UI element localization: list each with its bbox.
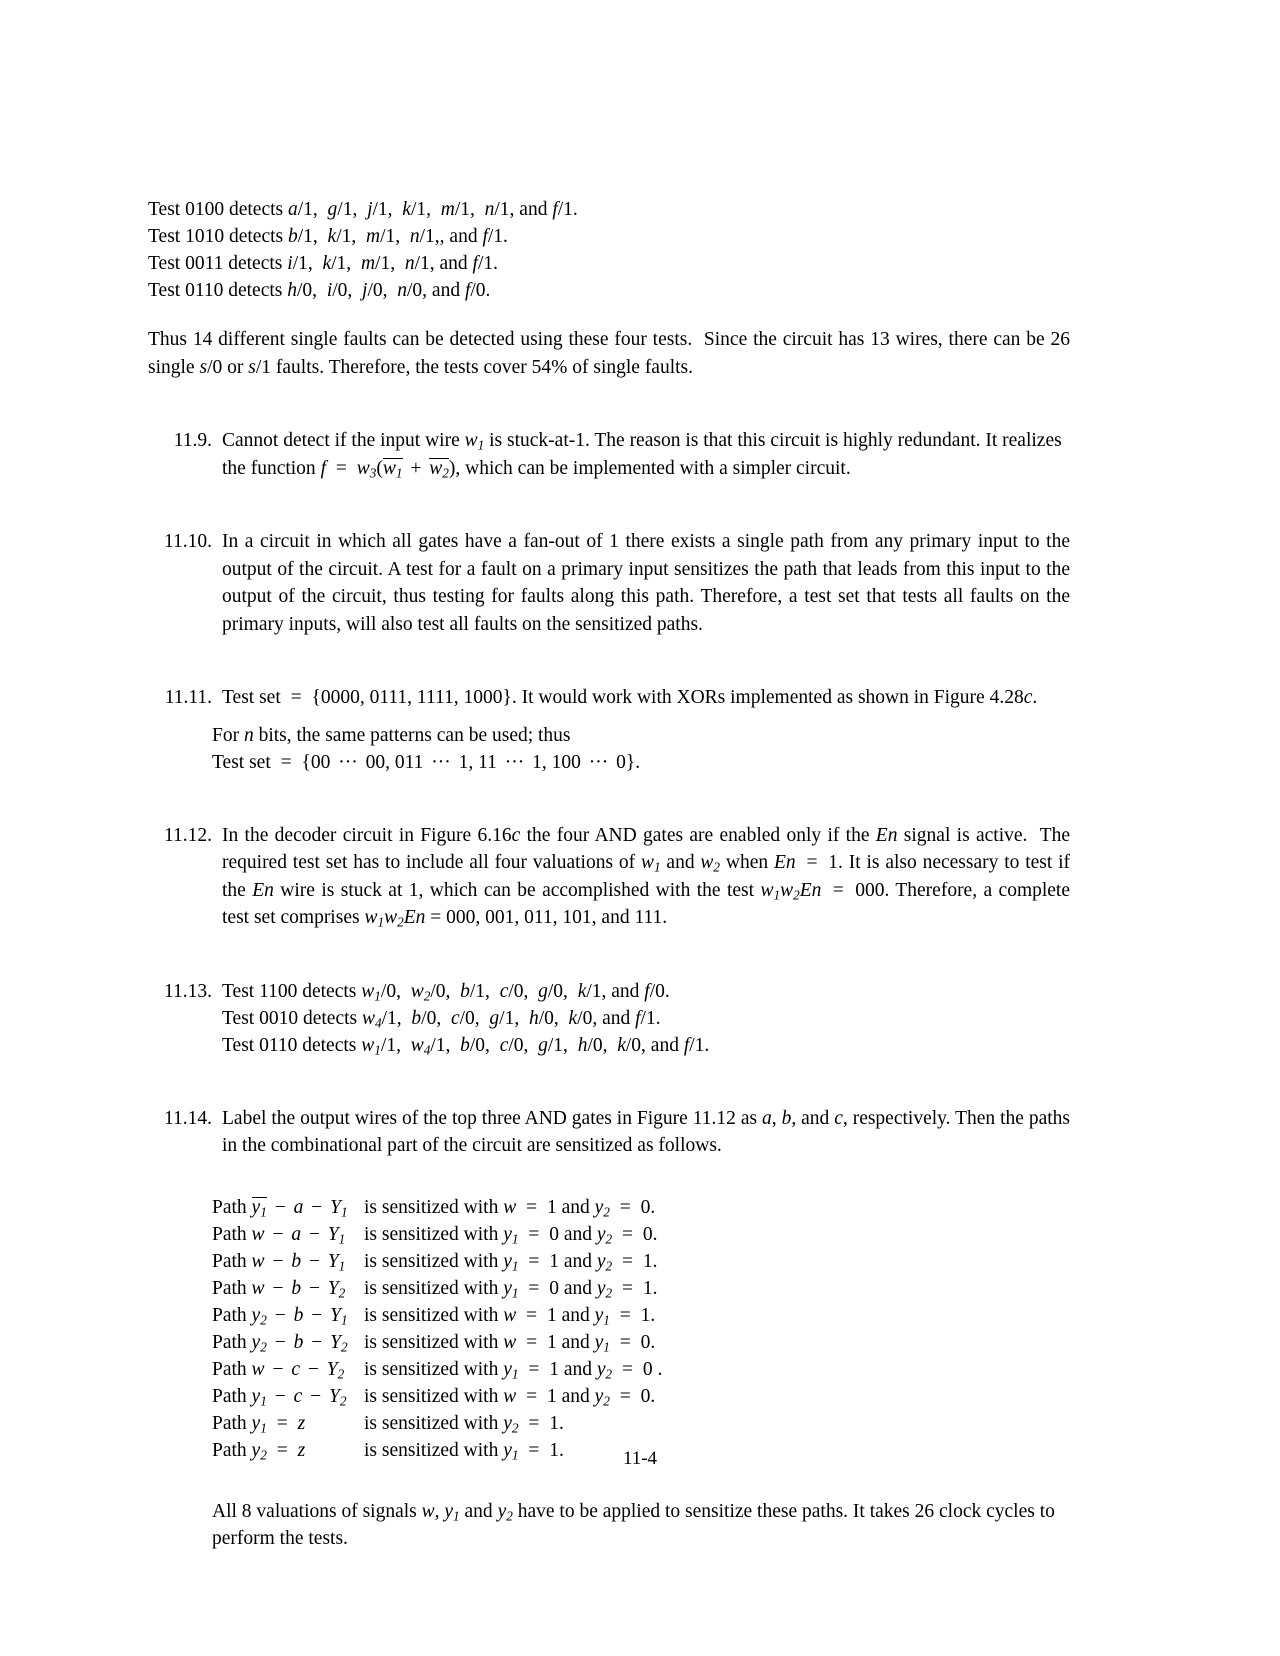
path-expression: Path $y_2 - b - Y_1$ xyxy=(212,1304,348,1328)
problem-number: 11.9. xyxy=(173,430,212,451)
problem-number: 11.10. xyxy=(163,531,212,552)
path-row xyxy=(212,1275,1070,1302)
page-content xyxy=(148,196,1070,1553)
problem-text: Test set = {0000, 0111, 1111, 1000}. It would work with XORs implemented as shown in Figure 4.28c. xyxy=(222,687,1038,708)
path-condition: is sensitized with $y_1 = 1$ and $y_2 = 1$. xyxy=(364,1250,658,1274)
problem-11-14 xyxy=(148,1105,1070,1160)
path-condition: is sensitized with $y_1 = 0$ and $y_2 = 0$. xyxy=(364,1223,658,1247)
path-row xyxy=(212,1356,1070,1383)
path-expression: Path $w - a - Y_1$ xyxy=(212,1223,346,1247)
list-item: Test 1010 detects b/1, k/1, m/1, n/1,, and f/1. xyxy=(148,226,508,247)
page-number: 11-4 xyxy=(622,1448,658,1469)
list-item: Test 0010 detects $w_4/1$, b/0, c/0, g/1, h/0, k/0, and f/1. xyxy=(222,1007,661,1031)
path-row xyxy=(212,1194,1070,1221)
path-row xyxy=(212,1248,1070,1275)
problem-number: 11.11. xyxy=(164,687,212,708)
list-item: Test set = {00 ··· 00, 011 ··· 1, 11 ··· 1, 100 ··· 0}. xyxy=(212,751,641,773)
path-row xyxy=(212,1302,1070,1329)
sensitized-path-list xyxy=(212,1194,1070,1464)
path-expression: Path $y_1 - a - Y_1$ xyxy=(212,1196,348,1220)
path-condition: is sensitized with $y_1 = 1$ and $y_2 = 0$ . xyxy=(364,1358,663,1382)
problem-text: Label the output wires of the top three AND gates in Figure 11.12 as a, b, and c, respectively. Then the paths in the combinational part of the circuit are sensitized as follows. xyxy=(222,1107,1071,1156)
path-condition: is sensitized with w = 1 and $y_2 = 0$. xyxy=(364,1196,656,1220)
summary-paragraph: Thus 14 different single faults can be detected using these four tests. Since the circuit has 13 wires, there can be 26 single s/0 or s/1 faults. Therefore, the tests cover 54% of single faults. xyxy=(148,329,1070,378)
path-row xyxy=(212,1410,1070,1437)
problem-number: 11.12. xyxy=(163,824,212,846)
problem-text: Cannot detect if the input wire $w_1$ is stuck-at-1. The reason is that this circuit is highly redundant. It realizes the function $f = w_3(w_1 + w_2)$, which can be implemented with a simpler circuit. xyxy=(222,430,1062,481)
list-item: Test 1100 detects $w_1/0$, $w_2/0$, b/1, c/0, g/0, k/1, and f/0. xyxy=(222,980,670,1004)
path-row xyxy=(212,1329,1070,1356)
path-condition: is sensitized with $y_2 = 1$. xyxy=(364,1412,564,1436)
list-item: Test 0011 detects i/1, k/1, m/1, n/1, and f/1. xyxy=(148,253,498,274)
problem-number: 11.14. xyxy=(163,1107,212,1129)
path-expression: Path $y_2 = z$ xyxy=(212,1439,306,1463)
problem-11-11-detail xyxy=(212,722,1070,776)
path-expression: Path $w - b - Y_1$ xyxy=(212,1250,346,1274)
path-condition: is sensitized with $y_1 = 0$ and $y_2 = 1$. xyxy=(364,1277,658,1301)
problem-11-11 xyxy=(148,684,1070,712)
path-expression: Path $y_2 - b - Y_2$ xyxy=(212,1331,348,1355)
intro-test-list xyxy=(148,196,1070,304)
list-item: Test 0110 detects $w_1/1$, $w_4/1$, b/0, c/0, g/1, h/0, k/0, and f/1. xyxy=(222,1034,710,1058)
path-condition: is sensitized with w = 1 and $y_2 = 0$. xyxy=(364,1385,656,1409)
problem-11-10 xyxy=(148,528,1070,638)
problem-text: In a circuit in which all gates have a fan-out of 1 there exists a single path from any primary input to the output of the circuit. A test for a fault on a primary input sensitizes the path that leads from this input to the output of the circuit, thus testing for faults along this path. Therefore, a test set that tests all faults on the primary inputs, will also test all faults on the sensitized paths. xyxy=(222,531,1070,635)
path-expression: Path $w - b - Y_2$ xyxy=(212,1277,346,1301)
path-expression: Path $w - c - Y_2$ xyxy=(212,1358,345,1382)
problem-text: In the decoder circuit in Figure 6.16c the four AND gates are enabled only if the En signal is active. The required test set has to include all four valuations of $w_1$ and $w_2$ when En = 1. It is also necessary to test if the En wire is stuck at 1, which can be accomplished with the test $w_1w_2En = 000$. Therefore, a complete test set comprises $w_1w_2En = 000$, 001, 011, 101, and 111. xyxy=(222,824,1071,930)
path-condition: is sensitized with w = 1 and $y_1 = 1$. xyxy=(364,1304,656,1328)
problem-11-12 xyxy=(148,822,1070,932)
path-condition: is sensitized with w = 1 and $y_1 = 0$. xyxy=(364,1331,656,1355)
problem-11-14-closing: All 8 valuations of signals w, $y_1$ and $y_2$ have to be applied to sensitize these paths. It takes 26 clock cycles to perform the tests. xyxy=(212,1500,1055,1549)
problem-11-13 xyxy=(148,978,1070,1059)
path-expression: Path $y_1 - c - Y_2$ xyxy=(212,1385,347,1409)
path-condition: is sensitized with $y_1 = 1$. xyxy=(364,1439,564,1463)
path-row xyxy=(212,1221,1070,1248)
path-expression: Path $y_1 = z$ xyxy=(212,1412,306,1436)
problem-number: 11.13. xyxy=(163,980,212,1002)
list-item: For n bits, the same patterns can be used; thus xyxy=(212,724,571,746)
list-item: Test 0100 detects a/1, g/1, j/1, k/1, m/1, n/1, and f/1. xyxy=(148,199,578,220)
problem-text xyxy=(222,978,1070,1059)
problem-11-9 xyxy=(148,427,1070,482)
list-item: Test 0110 detects h/0, i/0, j/0, n/0, and f/0. xyxy=(148,280,491,301)
path-row xyxy=(212,1383,1070,1410)
